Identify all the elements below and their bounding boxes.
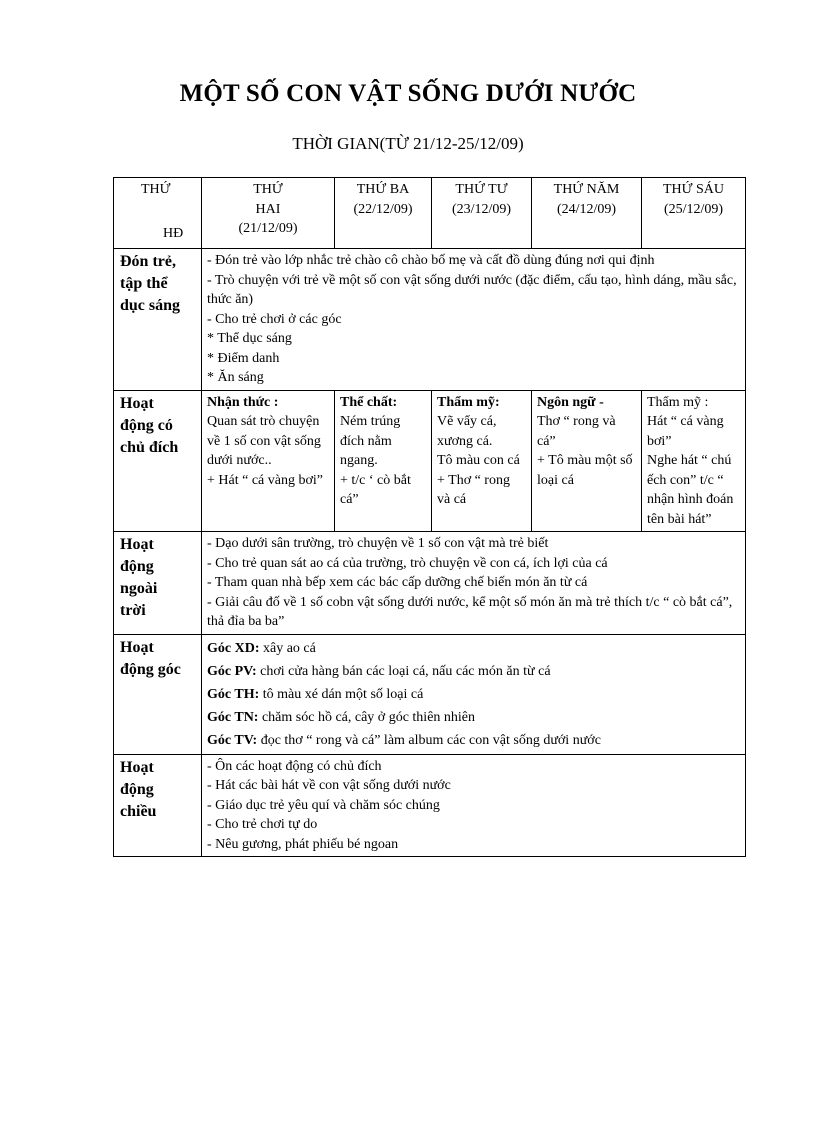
content-line: - Nêu gương, phát phiếu bé ngoan — [207, 836, 399, 852]
header-day-monday — [202, 178, 335, 249]
header-day-friday — [642, 178, 746, 249]
day-name: THỨ NĂM — [553, 182, 620, 197]
row-label-hoat-dong-co-chu-dich: Hoạt động có chủ đích — [114, 390, 202, 532]
row-label-don-tre: Đón trẻ, tập thể dục sáng — [114, 249, 202, 391]
row-content-hoat-dong-chieu — [202, 754, 746, 857]
day-date: (21/12/09) — [238, 221, 298, 236]
corner-hd-label: HĐ — [163, 226, 184, 241]
activity-heading: Nhận thức : — [207, 394, 279, 410]
activity-text: Ném trúng đích nằm ngang. — [340, 414, 401, 468]
corner-item: Góc TN: chăm sóc hồ cá, cây ở góc thiên nhiên — [207, 709, 476, 725]
row-label-hoat-dong-ngoai-troi: Hoạt động ngoài trời — [114, 532, 202, 635]
day-date: (22/12/09) — [353, 201, 413, 217]
row-content-hoat-dong-goc — [202, 634, 746, 754]
row-label-hoat-dong-chieu: Hoạt động chiều — [114, 754, 202, 857]
weekly-plan-table — [113, 177, 746, 857]
header-day-thursday — [532, 178, 642, 249]
row-hoat-dong-co-chu-dich — [114, 390, 746, 532]
corner-item: Góc XD: xây ao cá — [207, 640, 316, 656]
activity-text: Quan sát trò chuyện về 1 số con vật sống dưới nước.. — [207, 414, 321, 468]
content-line: - Đón trẻ vào lớp nhắc trẻ chào cô chào bố mẹ và cất đồ dùng đúng nơi qui định — [207, 253, 655, 268]
day-name: THỨ TƯ — [455, 182, 508, 197]
page-title: MỘT SỐ CON VẬT SỐNG DƯỚI NƯỚC — [179, 80, 637, 107]
day-date: (24/12/09) — [556, 201, 617, 217]
header-day-tuesday — [335, 178, 432, 249]
content-line: * Điểm danh — [207, 350, 280, 366]
activity-text: Hát “ cá vàng bơi” — [647, 414, 724, 449]
header-corner-cell — [114, 178, 202, 249]
activity-heading: Thẩm mỹ : — [647, 394, 709, 410]
activity-text: Thơ “ rong và cá” — [537, 414, 616, 449]
content-line: * Ăn sáng — [207, 370, 264, 385]
activity-text: Tô màu con cá — [437, 453, 520, 468]
row-hoat-dong-chieu — [114, 754, 746, 857]
row-label-hoat-dong-goc: Hoạt động góc — [114, 634, 202, 754]
corner-item: Góc TH: tô màu xé dán một số loại cá — [207, 686, 424, 702]
content-line: - Hát các bài hát về con vật sống dưới nước — [207, 778, 451, 793]
activity-cell-tuesday — [335, 390, 432, 532]
content-line: - Dạo dưới sân trường, trò chuyện về 1 số con vật mà trẻ biết — [207, 536, 549, 551]
corner-thu-label: THỨ — [141, 182, 171, 197]
content-line: - Giáo dục trẻ yêu quí và chăm sóc chúng — [207, 797, 440, 813]
header-row — [114, 178, 746, 249]
day-date: (23/12/09) — [451, 201, 512, 217]
day-name: THỨ SÁU — [662, 182, 725, 197]
activity-heading: Ngôn ngữ - — [537, 394, 604, 410]
content-line: - Cho trẻ chơi tự do — [207, 817, 318, 832]
row-hoat-dong-goc — [114, 634, 746, 754]
activity-text: + Thơ “ rong và cá — [437, 472, 510, 507]
row-hoat-dong-ngoai-troi — [114, 532, 746, 635]
activity-cell-monday — [202, 390, 335, 532]
day-date: (25/12/09) — [663, 201, 724, 217]
activity-heading: Thể chất: — [340, 394, 398, 410]
activity-heading: Thẩm mỹ: — [437, 394, 500, 410]
activity-text: Nghe hát “ chú ếch con” t/c “ nhận hình đoán tên bài hát” — [647, 453, 734, 527]
content-line: - Trò chuyện với trẻ về một số con vật sống dưới nước (đặc điểm, cấu tạo, hình dáng, mầu sắc, thức ăn) — [207, 272, 737, 307]
activity-cell-thursday — [532, 390, 642, 532]
activity-cell-wednesday — [432, 390, 532, 532]
activity-cell-friday — [642, 390, 746, 532]
header-day-wednesday — [432, 178, 532, 249]
row-don-tre — [114, 249, 746, 391]
content-line: - Giải câu đố về 1 số cobn vật sống dưới nước, kể một số món ăn mà trẻ thích t/c “ cò bắt cá”, thả đỉa ba ba” — [207, 594, 733, 629]
day-name: THỨ BA — [356, 182, 410, 197]
content-line: - Cho trẻ quan sát ao cá của trường, trò chuyện về con cá, ích lợi của cá — [207, 555, 608, 571]
activity-text: Vẽ vẩy cá, xương cá. — [437, 414, 497, 449]
activity-text: + Tô màu một số loại cá — [537, 453, 633, 488]
day-name-2: HAI — [255, 201, 281, 217]
day-name: THỨ — [253, 182, 283, 197]
row-content-hoat-dong-ngoai-troi — [202, 532, 746, 635]
content-line: - Ôn các hoạt động có chủ đích — [207, 758, 382, 774]
activity-text: + t/c ‘ cò bắt cá” — [340, 472, 411, 507]
activity-text: + Hát “ cá vàng bơi” — [207, 472, 323, 488]
page-subtitle: THỜI GIAN(TỪ 21/12-25/12/09) — [292, 134, 524, 153]
corner-item: Góc TV: đọc thơ “ rong và cá” làm album các con vật sống dưới nước — [207, 732, 601, 748]
row-content-don-tre — [202, 249, 746, 391]
content-line: * Thể dục sáng — [207, 331, 292, 346]
content-line: - Tham quan nhà bếp xem các bác cấp dưỡng chế biến món ăn từ cá — [207, 575, 588, 590]
corner-item: Góc PV: chơi cửa hàng bán các loại cá, nấu các món ăn từ cá — [207, 663, 551, 679]
content-line: - Cho trẻ chơi ở các góc — [207, 311, 342, 327]
